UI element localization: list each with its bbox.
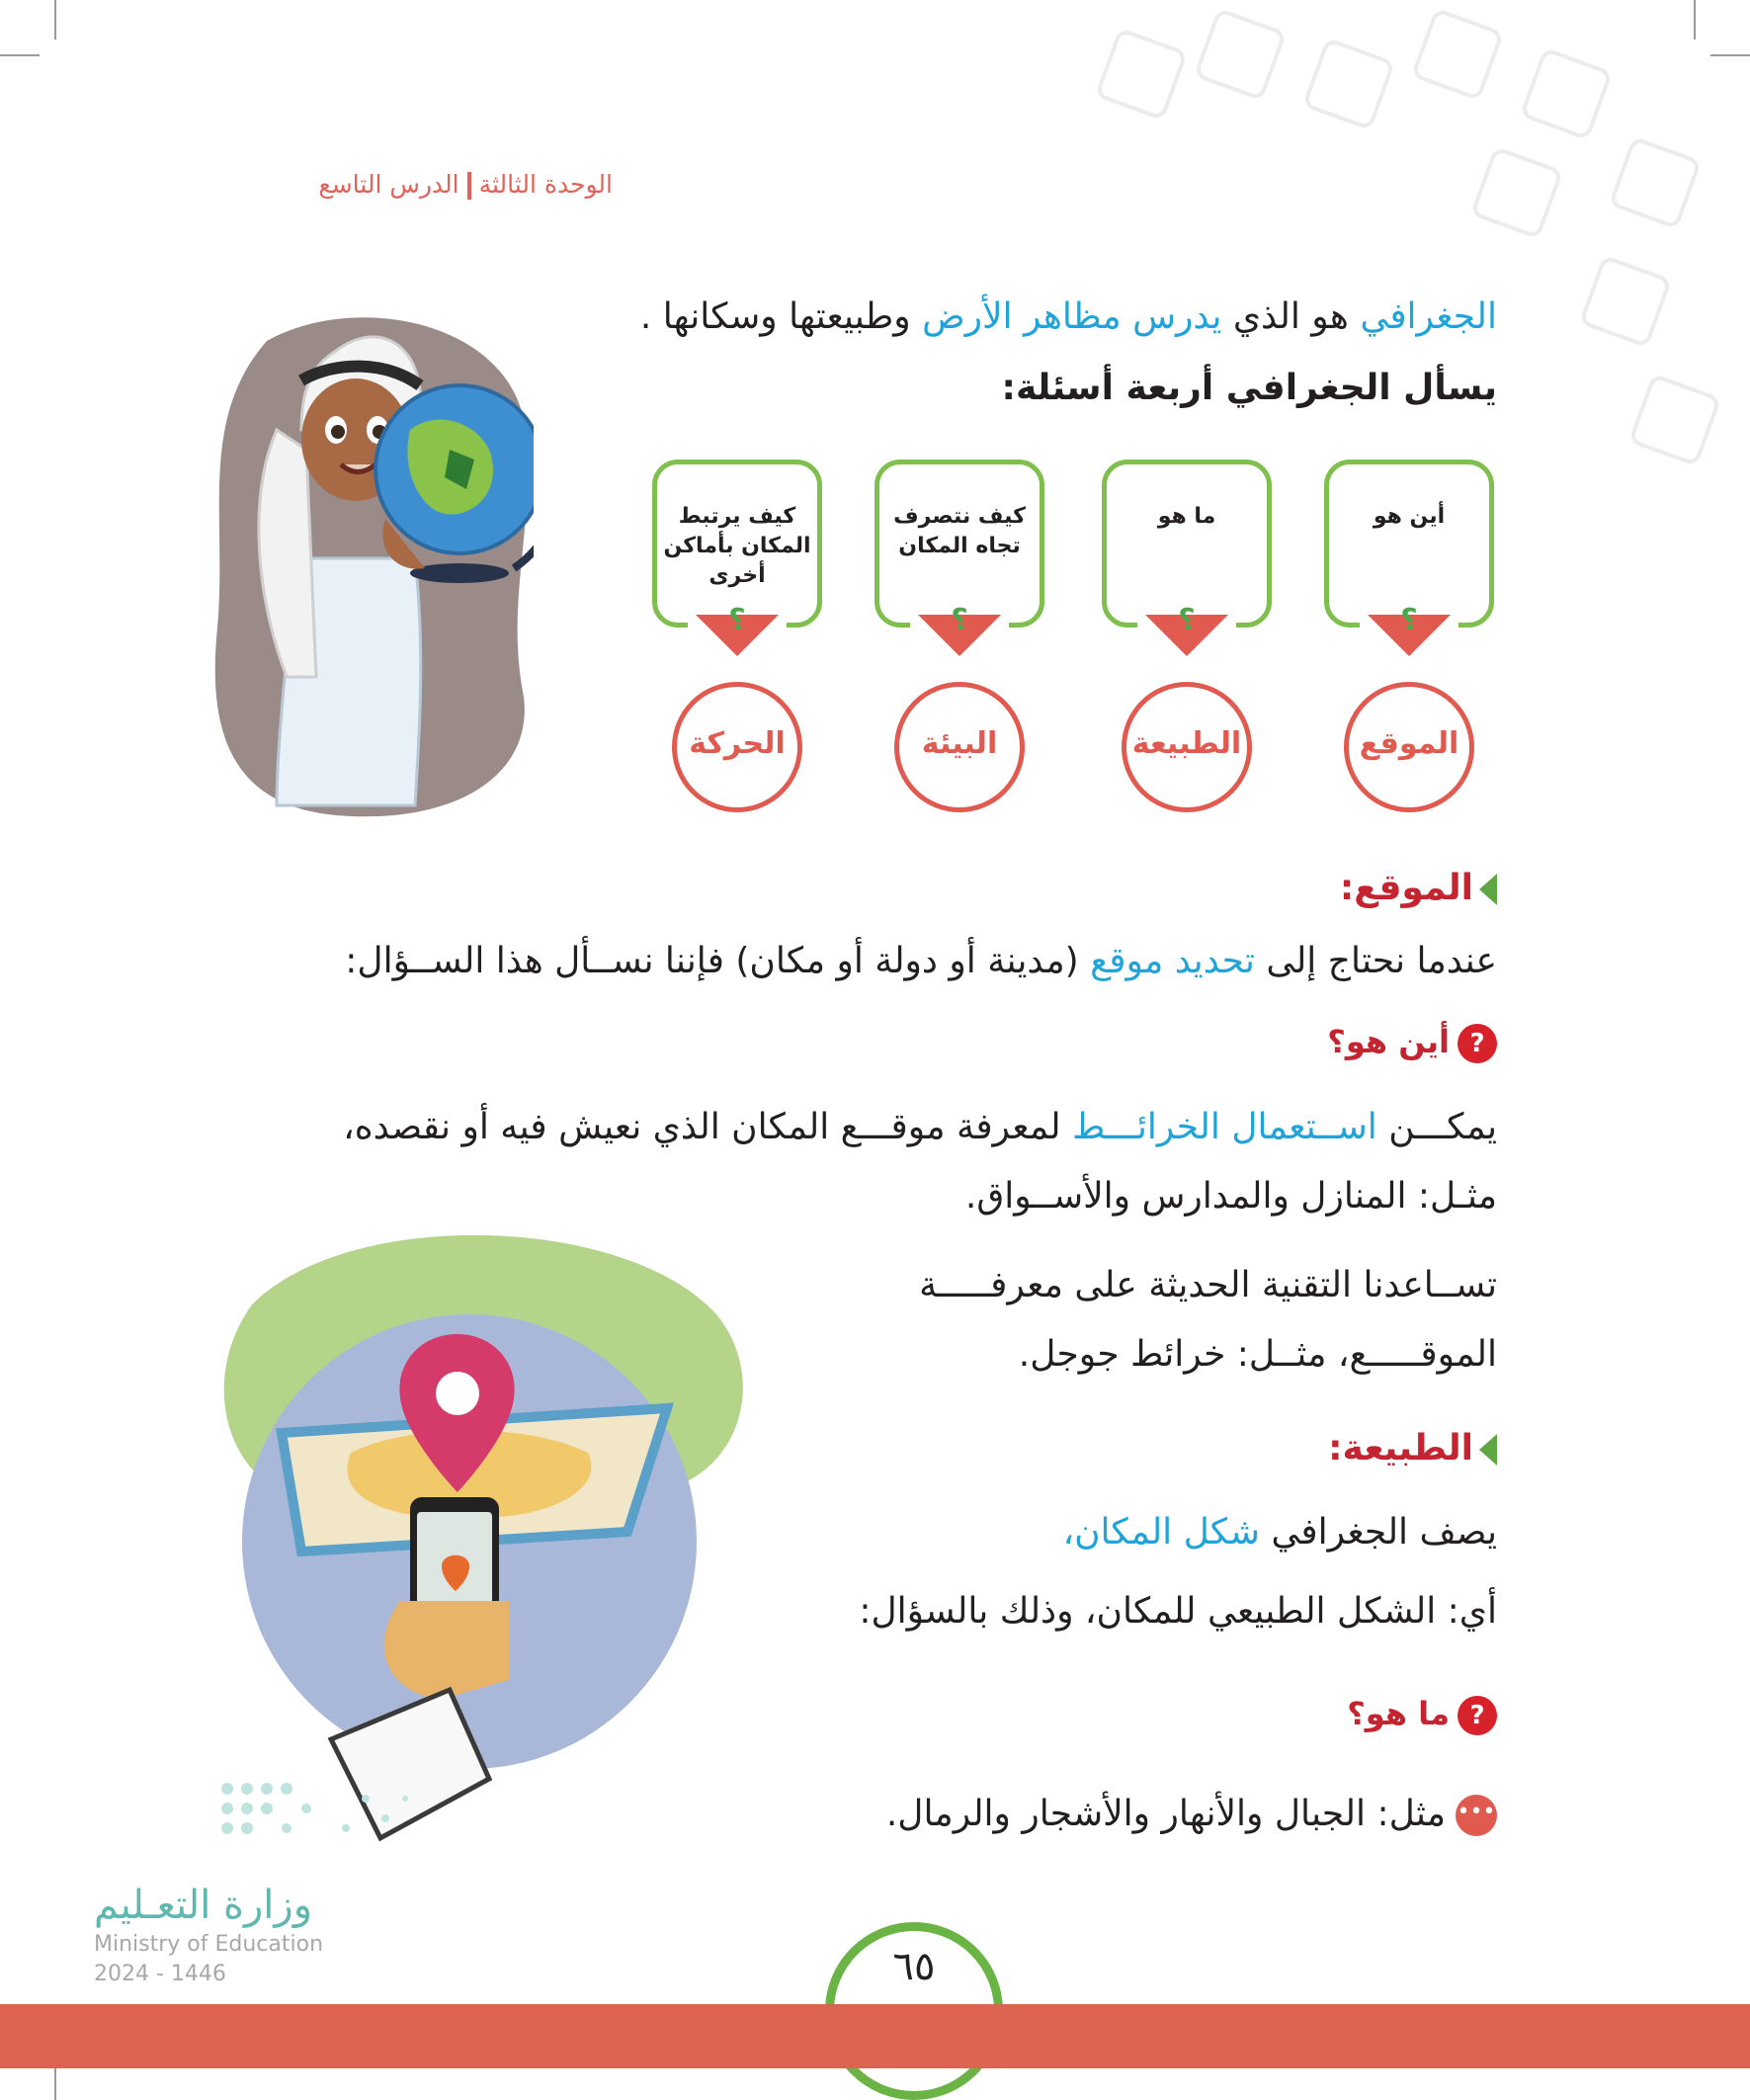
chevron-left-icon [1479, 1434, 1497, 1466]
geographer-definition [524, 296, 1497, 337]
question-text: ما هو؟ [1347, 1695, 1450, 1732]
example-text: مثل: الجبال والأنهار والأشجار والرمال. [885, 1794, 1446, 1834]
crop-mark [0, 54, 40, 56]
nature-example [771, 1794, 1497, 1836]
section-heading-nature [1087, 1428, 1497, 1469]
text: (مدينة أو دولة أو مكان) فإننا نســأل هذا الســؤال: [345, 941, 1079, 981]
background-pattern [988, 0, 1750, 514]
concept-circle-nature [1122, 682, 1252, 812]
location-paragraph-5: الموقـــــع، مثــل: خرائط جوجل. [1018, 1334, 1497, 1375]
question-text: ما هو [1157, 504, 1216, 529]
section-title: الطبيعة: [1328, 1428, 1473, 1469]
text: لمعرفة موقـــع المكان الذي نعيش فيه أو نقصده، [343, 1107, 1061, 1147]
unit-title: الوحدة الثالثة [478, 170, 613, 199]
questions-heading: يسأل الجغرافي أربعة أسئلة: [1001, 368, 1497, 408]
concept-label: البيئة [921, 726, 998, 761]
lesson-header [217, 170, 613, 200]
question-mark-icon: ؟ [728, 603, 746, 637]
location-paragraph-1 [208, 941, 1497, 981]
question-mark-icon: ؟ [1178, 603, 1196, 637]
boy-with-globe-illustration [208, 301, 534, 825]
concept-label: الموقع [1359, 726, 1459, 761]
section-heading-location [1087, 868, 1497, 908]
location-paragraph-2 [212, 1107, 1497, 1147]
question-text: أين هو [1373, 504, 1446, 529]
highlight-text: اســتعمال الخرائـــط [1072, 1107, 1377, 1147]
page-number: ٦٥ [892, 1944, 936, 1989]
highlight-text: شكل المكان، [1062, 1512, 1260, 1553]
concept-label: الطبيعة [1131, 726, 1242, 761]
location-paragraph-3: مثـل: المنازل والمدارس والأســواق. [964, 1176, 1497, 1217]
nature-paragraph-2: أي: الشكل الطبيعي للمكان، وذلك بالسؤال: [859, 1591, 1497, 1632]
chevron-left-icon [1479, 874, 1497, 905]
highlight-text: تحديد موقع [1090, 941, 1255, 981]
question-circle-icon: ? [1458, 1024, 1497, 1063]
section-title: الموقع: [1339, 868, 1473, 908]
ministry-logo-english: Ministry of Education [94, 1932, 324, 1957]
concept-circle-environment [894, 682, 1025, 812]
question-text: كيف يرتبط المكان بأماكن أخرى [663, 504, 811, 588]
lesson-title: الدرس التاسع [318, 170, 459, 199]
edition-year: 2024 - 1446 [94, 1962, 226, 1986]
concept-circle-location [1344, 682, 1474, 812]
footer-band [0, 2004, 1750, 2068]
text: عندما نحتاج إلى [1266, 941, 1497, 981]
term-geographer: الجغرافي [1360, 296, 1497, 337]
concept-circle-movement [672, 682, 802, 812]
location-paragraph-4: تســاعدنا التقنية الحديثة على معرفـــــة [919, 1265, 1497, 1305]
question-text: أين هو؟ [1327, 1023, 1450, 1060]
text: يصف الجغرافي [1271, 1512, 1497, 1553]
question-where [1186, 1023, 1497, 1063]
concept-label: الحركة [689, 726, 786, 761]
definition-highlight: يدرس مظاهر الأرض [922, 296, 1222, 337]
definition-text: هو الذي [1232, 296, 1349, 337]
question-mark-icon: ؟ [951, 603, 968, 637]
text: يمكـــن [1388, 1107, 1497, 1147]
question-text: كيف نتصرف تجاه المكان [893, 504, 1026, 558]
header-divider [467, 172, 471, 200]
question-mark-icon: ؟ [1400, 603, 1418, 637]
question-circle-icon: ? [1458, 1696, 1497, 1735]
definition-text-end: وطبيعتها وسكانها . [639, 296, 911, 337]
ministry-logo-arabic: وزارة التعـليم [94, 1883, 313, 1928]
decorative-dots [217, 1779, 425, 1868]
crop-mark [54, 0, 56, 40]
speech-bubble-icon: ••• [1456, 1795, 1497, 1836]
question-what [1186, 1695, 1497, 1735]
nature-paragraph-1 [889, 1512, 1497, 1553]
